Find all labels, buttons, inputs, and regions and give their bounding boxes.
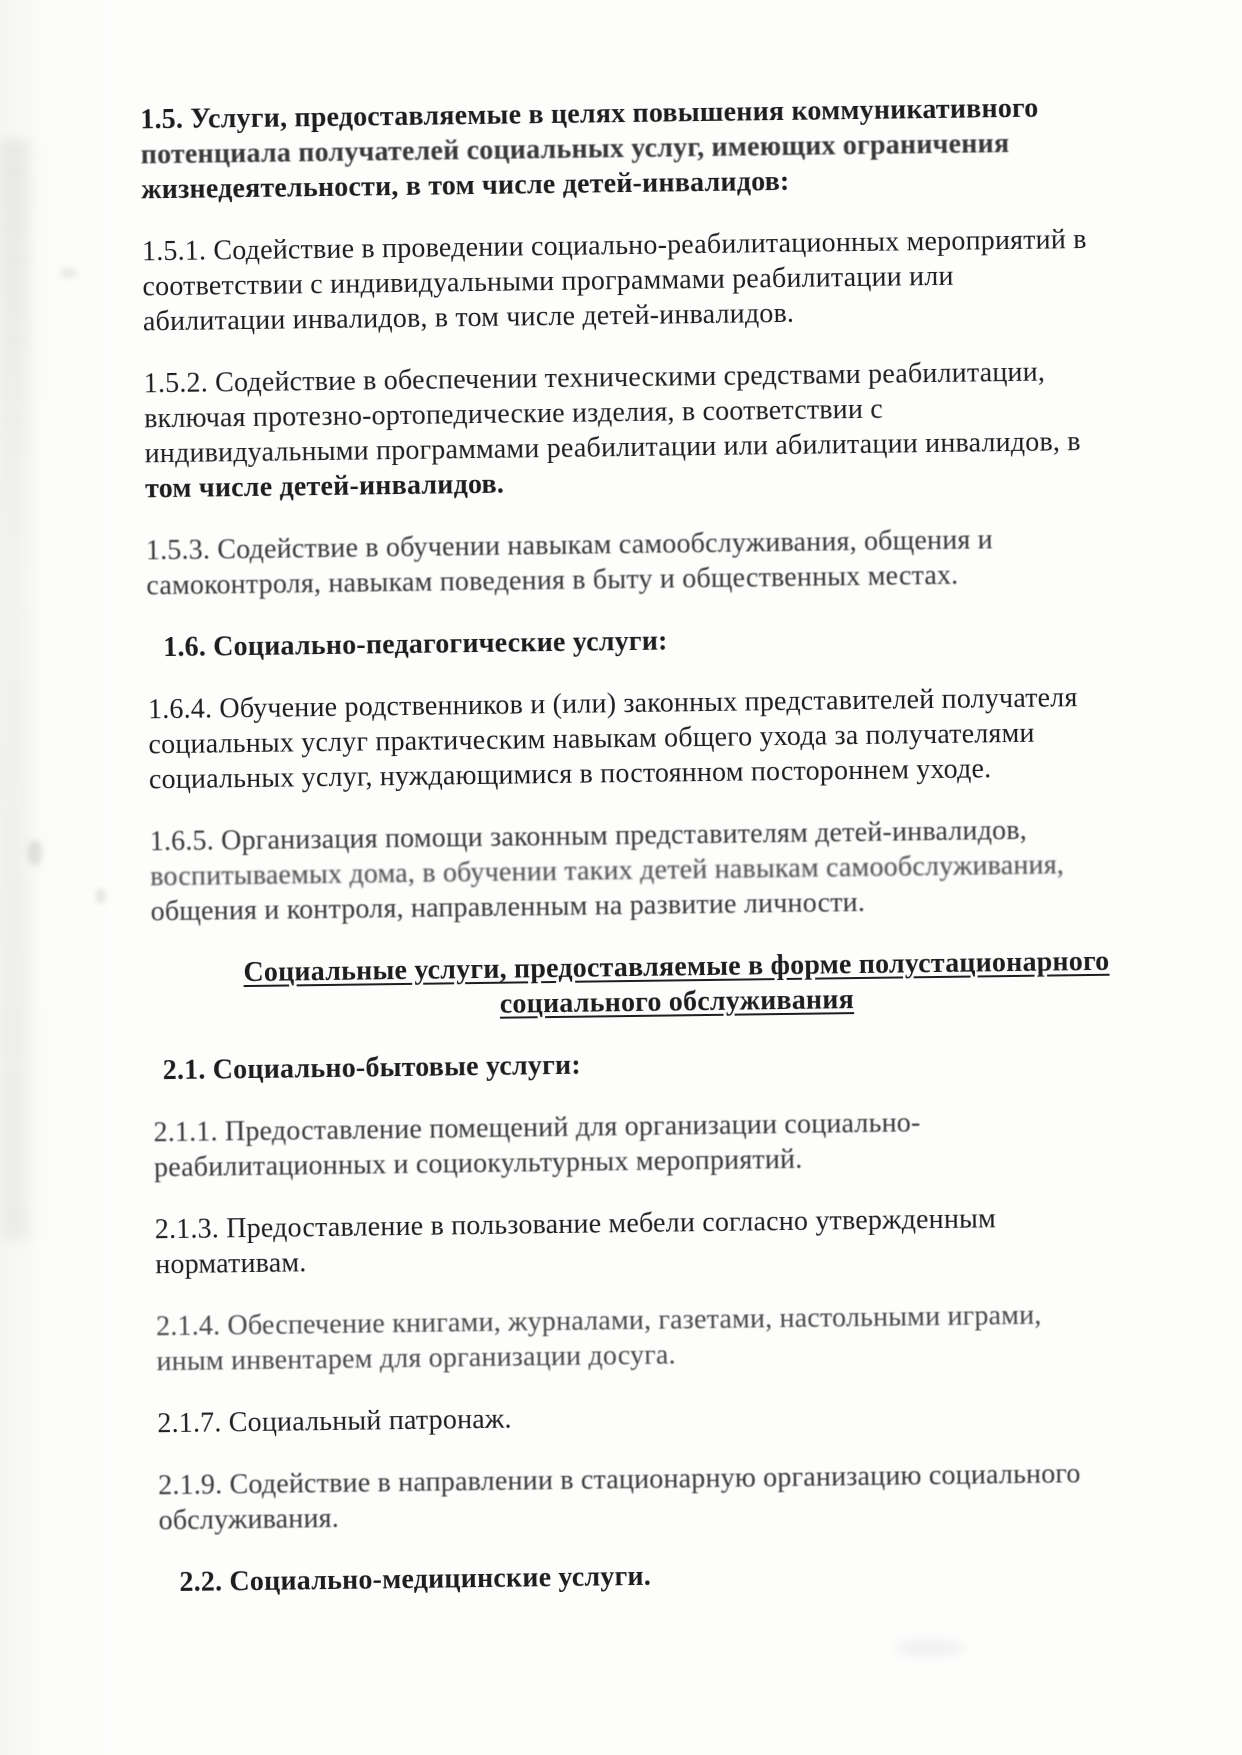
text-line: 1.5.1. Содействие в проведении социально-реабилитационных мероприятий в xyxy=(141,223,1087,268)
paragraph-2-1-9 xyxy=(158,1456,1119,1539)
text-line: нормативам. xyxy=(155,1247,307,1281)
text-line: социальных услуг практическим навыкам общего ухода за получателями xyxy=(148,717,1035,761)
text-line: социальных услуг, нуждающимися в постоянном постороннем уходе. xyxy=(148,753,992,796)
text-line: реабилитационных и социокультурных мероприятий. xyxy=(153,1143,803,1184)
text-line: потенциала получателей социальных услуг, имеющих ограничения xyxy=(140,127,1010,171)
text-line: абилитации инвалидов, в том числе детей-инвалидов. xyxy=(142,297,795,338)
text-line: жизнедеятельности, в том числе детей-инвалидов: xyxy=(141,165,790,206)
text-line: 1.5.3. Содействие в обучении навыкам самообслуживания, общения и xyxy=(145,524,994,567)
text-line: 2.1. Социально-бытовые услуги: xyxy=(162,1049,582,1087)
paragraph-1-6-5 xyxy=(150,812,1111,930)
text-line: самоконтроля, навыкам поведения в быту и общественных местах. xyxy=(146,559,959,602)
text-line: социального обслуживания xyxy=(499,984,855,1020)
text-line: 2.1.4. Обеспечение книгами, журналами, газетами, настольными играми, xyxy=(155,1299,1042,1343)
paragraph-2-1-3 xyxy=(155,1200,1116,1283)
text-line: обслуживания. xyxy=(158,1502,340,1537)
paragraph-1-5-2 xyxy=(144,354,1106,507)
text-line: соответствии с индивидуальными программами реабилитации или xyxy=(142,260,954,303)
text-line: иным инвентарем для организации досуга. xyxy=(156,1339,676,1378)
text-line: 1.5. Услуги, предоставляемые в целях повышения коммуникативного xyxy=(140,92,1039,136)
scan-artifact-spot xyxy=(96,888,106,904)
paragraph-1-5-1 xyxy=(142,222,1103,340)
paragraph-2-1-1 xyxy=(153,1103,1114,1186)
heading-semi-stationary-services xyxy=(151,944,1112,1027)
text-line: 1.6. Социально-педагогические услуги: xyxy=(162,625,668,664)
text-line: индивидуальными программами реабилитации или абилитации инвалидов, в xyxy=(144,426,1081,470)
document-content xyxy=(140,90,1120,1627)
heading-2-1 xyxy=(153,1041,1113,1089)
text-line: Социальные услуги, предоставляемые в форме полустационарного xyxy=(243,945,1110,989)
paragraph-1-6-4 xyxy=(148,680,1109,798)
scan-artifact-left-streak xyxy=(0,140,30,1240)
text-line: 1.6.5. Организация помощи законным представителям детей-инвалидов, xyxy=(149,814,1028,858)
paragraph-2-1-7 xyxy=(157,1394,1117,1442)
text-line: включая протезно-ортопедические изделия, в соответствии с xyxy=(144,393,884,435)
text-line: общения и контроля, направленным на развитие личности. xyxy=(150,886,866,928)
text-line: 2.1.1. Предоставление помещений для организации социально- xyxy=(153,1107,921,1149)
text-line: 2.1.9. Содействие в направлении в стационарную организацию социального xyxy=(157,1458,1081,1502)
scan-artifact-spot xyxy=(28,840,42,866)
scan-artifact-smudge xyxy=(895,1640,965,1656)
heading-2-2 xyxy=(159,1553,1119,1601)
heading-1-6 xyxy=(147,618,1107,666)
paragraph-1-5-3 xyxy=(146,521,1107,604)
heading-1-5 xyxy=(140,90,1101,208)
scan-artifact-spot xyxy=(60,268,78,278)
paragraph-2-1-4 xyxy=(156,1297,1117,1380)
text-line: 2.1.7. Социальный патронаж. xyxy=(157,1403,512,1440)
text-line: 2.2. Социально-медицинские услуги. xyxy=(179,1560,652,1598)
text-line: 1.5.2. Содействие в обеспечении техническими средствами реабилитации, xyxy=(143,356,1046,400)
text-line: 1.6.4. Обучение родственников и (или) законных представителей получателя xyxy=(147,682,1078,726)
text-line: том числе детей-инвалидов. xyxy=(144,468,505,505)
text-line: 2.1.3. Предоставление в пользование мебели согласно утвержденным xyxy=(154,1203,997,1246)
text-line: воспитываемых дома, в обучении таких детей навыкам самообслуживания, xyxy=(149,849,1065,893)
